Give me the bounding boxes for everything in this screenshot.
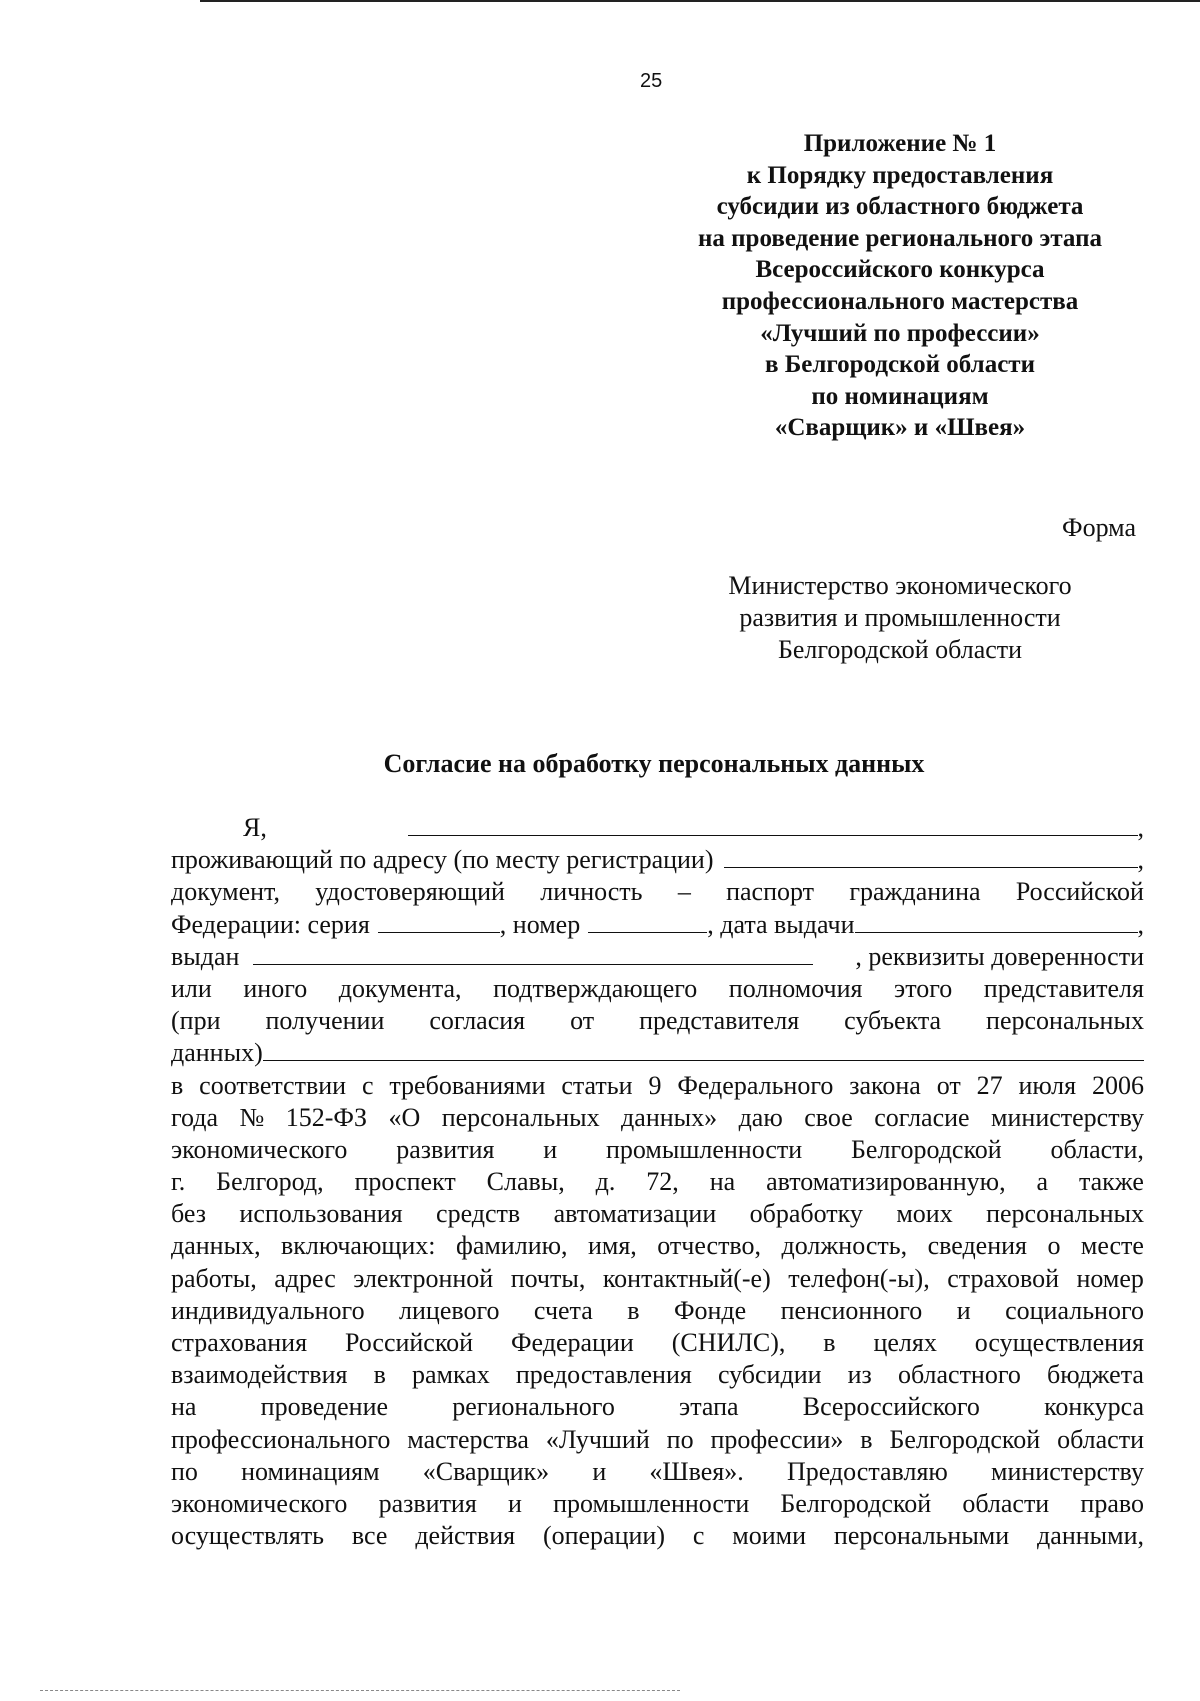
word: моих	[896, 1199, 953, 1229]
form-line-consent-from	[171, 1005, 1144, 1037]
appendix-header	[630, 128, 1170, 444]
form-line-document	[171, 876, 1144, 908]
data-label: данных)	[171, 1038, 263, 1068]
word: проведение	[260, 1392, 389, 1422]
word: подтверждающего	[493, 973, 698, 1003]
issue-date-blank[interactable]	[855, 910, 1138, 933]
document-title: Согласие на обработку персональных данных	[383, 749, 925, 778]
word: контактный(-е)	[602, 1263, 771, 1293]
word: страхования	[171, 1328, 308, 1357]
word: работы,	[171, 1263, 257, 1293]
form-line-data	[171, 1037, 1144, 1069]
word: даю	[738, 1102, 783, 1132]
appendix-line: Всероссийского конкурса	[755, 256, 1045, 284]
word: данных,	[171, 1231, 261, 1261]
word: личность	[540, 877, 643, 907]
word: (операции)	[542, 1521, 665, 1551]
word: Предоставляю	[786, 1456, 948, 1486]
appendix-line: на проведение регионального этапа	[698, 224, 1102, 252]
word: персональных	[986, 1199, 1144, 1229]
consent-form-body	[171, 812, 1144, 1552]
form-line-address	[171, 844, 1144, 876]
page-number: 25	[640, 70, 663, 92]
word: согласие	[874, 1102, 970, 1132]
word: Белгород,	[216, 1167, 324, 1197]
body-line	[171, 1488, 1144, 1520]
word: и	[507, 1488, 522, 1518]
page-bottom-edge	[40, 1690, 680, 1691]
appendix-line: в Белгородской области	[765, 351, 1035, 379]
comma: ,	[1137, 909, 1144, 939]
word: рамках	[411, 1360, 490, 1390]
body-line	[171, 1198, 1144, 1230]
word: месте	[1080, 1231, 1144, 1261]
word: страховой	[947, 1263, 1060, 1293]
proxy-label: , реквизиты доверенности	[855, 941, 1144, 971]
word: о	[1047, 1231, 1061, 1261]
word: области	[962, 1488, 1050, 1518]
word: использования	[239, 1199, 403, 1229]
word: также	[1078, 1167, 1144, 1197]
word: получении	[265, 1006, 385, 1036]
word: и	[592, 1456, 607, 1486]
form-line-name	[171, 812, 1144, 844]
word: гражданина	[849, 877, 981, 907]
word: Белгородской	[850, 1134, 1002, 1164]
number-label: , номер	[499, 909, 581, 939]
word: почты,	[510, 1263, 586, 1293]
word: экономического	[171, 1488, 348, 1518]
word: министерству	[991, 1102, 1144, 1132]
body-line	[171, 1391, 1144, 1423]
word: моими	[732, 1521, 807, 1551]
word: удостоверяющий	[315, 877, 505, 907]
word: без	[171, 1199, 207, 1229]
ya-label: Я,	[243, 813, 267, 842]
form-label: Форма	[1062, 513, 1136, 542]
word: на	[171, 1392, 197, 1422]
word: документа,	[338, 973, 462, 1003]
addressee-line: развития и промышленности	[739, 603, 1061, 632]
appendix-line: к Порядку предоставления	[746, 161, 1054, 189]
appendix-line: «Лучший по профессии»	[760, 319, 1040, 347]
word: данными,	[1037, 1521, 1144, 1551]
word: действия	[415, 1521, 516, 1551]
word: Славы,	[486, 1167, 565, 1197]
word: в	[823, 1328, 836, 1357]
word: иного	[243, 973, 308, 1003]
word: с	[361, 1070, 374, 1100]
word: 9	[648, 1070, 662, 1100]
word: закона	[849, 1070, 921, 1100]
word: от	[936, 1070, 961, 1100]
word: счета	[533, 1295, 593, 1325]
word: из	[847, 1360, 872, 1390]
word: д.	[595, 1167, 616, 1197]
word: развития	[396, 1134, 495, 1164]
word: «О	[388, 1102, 421, 1132]
appendix-line: Приложение № 1	[803, 130, 997, 157]
word: адрес	[274, 1263, 336, 1293]
word: в	[373, 1360, 386, 1390]
word: право	[1080, 1488, 1144, 1518]
comma: ,	[1137, 845, 1144, 875]
word: этапа	[679, 1392, 739, 1422]
word: Российской	[344, 1328, 474, 1357]
series-label: Федерации: серия	[171, 909, 370, 939]
word: в	[171, 1070, 184, 1100]
word: персональных	[441, 1102, 600, 1132]
word: мастерства	[407, 1424, 529, 1454]
word: Белгородской	[780, 1488, 932, 1518]
word: имя,	[587, 1231, 637, 1261]
word: лицевого	[399, 1295, 500, 1325]
body-line	[171, 1166, 1144, 1198]
word: Федерального	[677, 1070, 834, 1100]
word: а	[1036, 1167, 1049, 1197]
word: предоставления	[515, 1360, 692, 1390]
word: конкурса	[1044, 1392, 1144, 1422]
word: индивидуального	[171, 1295, 365, 1325]
word: представителя	[983, 973, 1144, 1003]
full-name-blank[interactable]	[408, 813, 1138, 836]
word: (СНИЛС),	[671, 1328, 786, 1357]
word: по	[171, 1456, 198, 1486]
word: социального	[1005, 1295, 1144, 1325]
word: областного	[897, 1360, 1021, 1390]
word: пенсионного	[780, 1295, 923, 1325]
word: осуществления	[974, 1328, 1144, 1357]
addressee-line: Белгородской области	[777, 635, 1023, 664]
word: 27	[976, 1070, 1003, 1100]
word: взаимодействия	[171, 1360, 348, 1390]
address-blank[interactable]	[724, 845, 1138, 868]
word: персональными	[833, 1521, 1010, 1551]
word: и	[543, 1134, 558, 1164]
word: промышленности	[606, 1134, 803, 1164]
residence-label: проживающий по адресу (по месту регистрации)	[171, 845, 714, 875]
word: бюджета	[1046, 1360, 1144, 1390]
word: этого	[894, 973, 953, 1003]
comma: ,	[1137, 813, 1144, 842]
word: области	[1057, 1424, 1144, 1454]
word: области,	[1050, 1134, 1144, 1164]
word: полномочия	[728, 973, 863, 1003]
word: –	[677, 877, 691, 907]
word: обработку	[749, 1199, 863, 1229]
word: Всероссийского	[802, 1392, 980, 1422]
word: в	[627, 1295, 640, 1325]
word: субъекта	[844, 1006, 942, 1036]
page-top-edge	[200, 0, 1200, 2]
word: требованиями	[389, 1070, 546, 1100]
word: персональных	[986, 1006, 1144, 1036]
form-line-representative	[171, 973, 1144, 1005]
word: представителя	[639, 1006, 800, 1036]
word: средств	[436, 1199, 521, 1229]
issue-date-label: , дата выдачи	[707, 909, 855, 939]
word: отчество,	[657, 1231, 762, 1261]
body-line	[171, 1359, 1144, 1391]
word: 2006	[1091, 1070, 1144, 1100]
word: «Сварщик»	[422, 1456, 550, 1486]
word: паспорт	[726, 877, 815, 907]
word: «Лучший	[545, 1424, 650, 1454]
word: Российской	[1015, 877, 1144, 907]
word: Фонде	[673, 1295, 747, 1325]
series-blank[interactable]	[378, 910, 500, 933]
word: электронной	[353, 1263, 494, 1293]
form-line-passport	[171, 909, 1144, 941]
appendix-line: субсидии из областного бюджета	[716, 193, 1084, 221]
word: 152-ФЗ	[285, 1102, 367, 1132]
word: номер	[1076, 1263, 1144, 1293]
body-line	[171, 1102, 1144, 1134]
word: регионального	[452, 1392, 615, 1422]
word: автоматизированную,	[766, 1167, 1006, 1197]
word: или	[171, 973, 212, 1003]
body-line	[171, 1295, 1144, 1327]
word: включающих:	[281, 1231, 436, 1261]
word: с	[692, 1521, 705, 1551]
word: от	[570, 1006, 595, 1036]
appendix-line: по номинациям	[811, 382, 989, 410]
body-line	[171, 1263, 1144, 1295]
word: осуществлять	[171, 1521, 325, 1551]
word: соответствии	[199, 1070, 347, 1100]
word: г.	[171, 1167, 186, 1197]
word: года	[171, 1102, 219, 1132]
word: экономического	[171, 1134, 348, 1164]
proxy-details-blank[interactable]	[263, 1038, 1144, 1061]
word: номинациям	[241, 1456, 380, 1486]
word: «Швея».	[649, 1456, 744, 1486]
word: в	[860, 1424, 873, 1454]
word: свое	[804, 1102, 853, 1132]
form-line-issued	[171, 941, 1144, 973]
body-line	[171, 1424, 1144, 1456]
word: целях	[873, 1328, 937, 1357]
word: согласия	[429, 1006, 526, 1036]
word: развития	[378, 1488, 477, 1518]
word: проспект	[354, 1167, 456, 1197]
word: на	[709, 1167, 736, 1197]
body-line	[171, 1456, 1144, 1488]
word: автоматизации	[553, 1199, 717, 1229]
appendix-line: «Сварщик» и «Швея»	[774, 414, 1026, 442]
word: (при	[171, 1006, 221, 1036]
word: Федерации	[510, 1328, 634, 1357]
word: сведения	[927, 1231, 1027, 1261]
body-line	[171, 1520, 1144, 1552]
appendix-line: профессионального мастерства	[721, 287, 1079, 315]
word: телефон(-ы),	[788, 1263, 930, 1293]
word: статьи	[561, 1070, 633, 1100]
number-blank[interactable]	[588, 910, 707, 933]
issued-by-blank[interactable]	[253, 942, 813, 965]
word: министерству	[991, 1456, 1144, 1486]
word: и	[956, 1295, 971, 1325]
word: документ,	[171, 877, 280, 907]
addressee-block	[690, 570, 1110, 666]
word: все	[351, 1521, 388, 1551]
word: фамилию,	[455, 1231, 568, 1261]
word: профессионального	[171, 1424, 391, 1454]
body-line	[171, 1134, 1144, 1166]
word: 72,	[646, 1167, 679, 1197]
word: данных»	[621, 1102, 718, 1132]
body-line	[171, 1327, 1144, 1359]
body-line	[171, 1230, 1144, 1262]
word: июля	[1018, 1070, 1077, 1100]
word: субсидии	[717, 1360, 822, 1390]
addressee-line: Министерство экономического	[728, 571, 1072, 600]
word: №	[239, 1102, 265, 1132]
issued-by-label: выдан	[171, 941, 240, 971]
word: по	[666, 1424, 694, 1454]
word: должность,	[781, 1231, 908, 1261]
word: Белгородской	[889, 1424, 1041, 1454]
body-line	[171, 1070, 1144, 1102]
word: промышленности	[553, 1488, 750, 1518]
word: профессии»	[710, 1424, 844, 1454]
